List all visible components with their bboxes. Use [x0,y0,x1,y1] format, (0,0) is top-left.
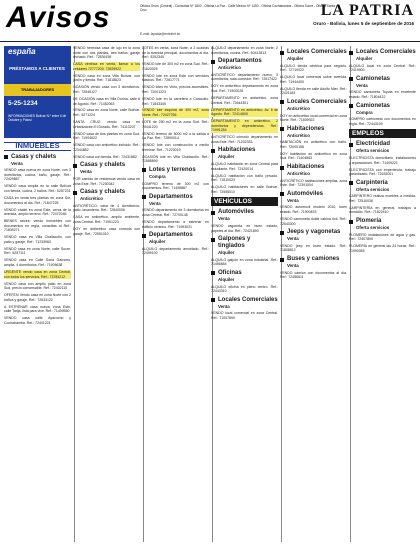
category-bar: VEHÍCULOS [211,197,278,206]
section-subheading: Oferta servicios [356,186,390,192]
classified-listing: CARPINTERO realiza muebles a medida. Ref.: 72510036 [349,194,416,203]
section-heading: Locales Comerciales [211,297,278,304]
classified-listing: CASA en anticrético, amplio ambiente, zona Central. Ref.: 71901223 [73,215,140,224]
section-heading: Automóviles [211,209,278,216]
classified-listing: VENDO local comercial en zona Central. Ref.: 71007890 [211,311,278,320]
section-heading: Habitaciones [280,164,347,171]
section-subheading: Alquiler [218,250,235,256]
section-subheading: Venta [218,303,230,309]
classified-listing: CASA en venta tres plantas en zona Sur, documentos al día. Ref.: 71847225 [4,195,71,205]
column-4 [211,46,278,542]
category-banner: INMUEBLES [4,142,71,151]
classified-listing: ANTICRÉTICO cómodo departamento en zona Este. Ref.: 71202333 [211,135,278,144]
classified-listing: VENDO lote en zona Este con servicios básicos. Ref.: 72617771 [142,73,209,83]
section-title: Avisos [6,1,111,34]
classified-listing: VENDO casa en Villa Challacollo, con patio y garaje. Ref.: 71233960 [4,235,71,244]
classified-listing: LOTE de 250 m2 en la zona Sud. Ref.: 70441220 [142,120,209,129]
classified-listing: VENDO lote en la carretera a Caracollo. Ref.: 71843345 [142,96,209,106]
section-subheading: Venta [218,216,230,222]
section-heading: Automóviles [280,191,347,198]
classified-listing: DOY en anticrético casa cómoda con garaje. Ref.: 72551010 [73,226,140,236]
section-subheading: Venta [11,160,23,166]
classified-listing: OFERTA! Vendo casa en zona Norte con 2 baños y garaje. Ref.: 72633122 [4,293,71,302]
classified-listing: VENDO casa en Calle Soria Galvarro, amplia, 4 dormitorios. Ref.: 71906638 [4,258,71,268]
section-subheading: Alquiler [287,56,304,61]
section-heading: Habitaciones [280,126,347,133]
classified-listing: CARPINTERÍA en general, trabajos a domicilio. Ref.: 71822410 [349,205,416,215]
classified-listing: COMPRO camioneta con documentos en regla. Ref.: 72443100 [349,117,416,126]
section-heading: Departamentos [142,232,209,239]
section-subheading: Venta [80,169,92,175]
classified-listing: ALQUILO departamento amoblado. Ref.: 72499100 [142,246,209,256]
classified-listing: DOY en anticrético departamento en zona Sud. Ref.: 71900026 [211,84,278,93]
office-info: Oficina Oruro (Central) - Consultas Nº 1800 - Oficina La Paz - Calle México Nº 1450 - Oficina Cochabamba - Oficina Sucre - Oficina Santa Cruz [140,4,336,13]
section-subheading: Anticrético [287,171,310,177]
section-subheading: Venta [356,82,368,88]
classified-listing: ALQUILO departamento en zona Norte, 2 dormitorios, cocina. Ref.: 60413513 [211,46,278,55]
classified-listing: VENDO hermosa casa de lujo en la zona norte con dos plantas, tres baños, garaje techado. Ref.: 72839155 [73,46,140,60]
classified-listing: ALQUILO oficina en pleno centro. Ref.: 72443310 [211,284,278,294]
classified-listing: VENDO lote con construcción a medio terminar. Ref.: 71220019 [142,143,209,152]
section-subheading: Alquiler [218,154,235,160]
column-2 [73,46,140,542]
classified-listing: SANTA CRUZ: vendo casa en Urbanización El Dorado. Ref.: 74113207 [73,120,140,129]
section-heading: Jeeps y vagonetas [280,229,347,236]
category-bar: EMPLEOS [349,129,416,138]
classified-listing: VENDO casa de dos plantas en zona Sud. Ref.: 71904622 [73,131,140,141]
bank-advertisement [4,46,71,138]
section-subheading: Anticrético [287,132,310,138]
column-3 [142,46,209,542]
classified-listing: PLOMERÍA en general las 24 horas. Ref.: 71990055 [349,244,416,253]
highlighted-listing: CASA céntrica en venta, llamar a los celulares 72777209, 73929922 [73,62,140,71]
section-subheading: Alquiler [356,56,373,61]
classified-listing: DOY habitación en anticrético en zona Sud. Ref.: 71404563 [280,151,347,161]
classified-listing: A ESTRENAR casa nueva, zona Este, calle Tarija, lista para vivir. Ref.: 71409550 [4,304,71,314]
classified-listing: ANTICRÉTICO departamento nuevo, 3 dormitorios, sala comedor. Ref.: 72517422 [211,72,278,82]
classified-listing: ALQUILO habitación en zona Central para estudiante. Ref.: 72420014 [211,162,278,171]
classified-listing: VENDO casa con anticrético incluido. Ref.: 72344882 [73,143,140,152]
classified-listing: VENDO lotes en Vinto, precios accesibles. Ref.: 72001223 [142,85,209,94]
section-heading: Departamentos [142,194,209,201]
section-subheading: Venta [287,236,299,242]
section-heading: Departamentos [211,58,278,65]
classified-listing: VENDO casa nueva en zona Norte, con 3 dormitorios, cocina, baño, garaje. Ref.: 72429887 [4,168,71,182]
classified-listing: POR cambio de residencia vendo casa en zona Este. Ref.: 71200342 [73,176,140,186]
classified-listing: OCASIÓN vendo casa con 3 dormitorios. Ref.: 72845127 [73,85,140,94]
column-6 [349,46,416,542]
classified-listing: VENDO camión con documentos al día. Ref.: 72456611 [280,270,347,280]
ad-info: INFORMACIONES Bolívar N.º entre 6 de Octubre y Potosí [8,114,67,122]
classified-listing: HABITACIÓN en anticrético con baño. Ref.: 72000158 [280,140,347,149]
classified-listing: ALQUILO habitaciones en calle Bolívar. Ref.: 72555010 [211,185,278,194]
section-subheading: Oferta servicios [356,225,390,231]
section-heading: Habitaciones [211,147,278,154]
section-subheading: Venta [287,197,299,203]
classified-listing: VENDO casa en zona Villa Bolívar, con jardín y tienda. Ref.: 71818823 [73,73,140,83]
classified-listing: VENDO camioneta doble cabina 4x4. Ref.: 72643300 [280,217,347,226]
section-heading: Lotes y terrenos [142,167,209,174]
section-heading: Locales Comerciales [349,49,416,56]
section-heading: Electricidad [349,141,416,148]
classified-listing: VENDO casa en zona Norte, calle Sucre. Ref.: 5257111 [4,246,71,256]
column-1 [4,46,71,542]
classified-listing: OCASIÓN lote en Villa Challacollo. Ref.: 71588899 [142,154,209,164]
section-subheading: Oferta servicios [356,148,390,154]
section-subheading: Anticrético [80,196,103,202]
section-heading: Camionetas [349,103,416,110]
section-subheading: Compra [149,173,166,179]
section-subheading: Anticrético [287,105,310,111]
classified-listing: DOY en anticrético local comercial en zona Norte. Ref.: 71509922 [280,113,347,123]
ad-slogan: PRÉSTAMOS A CLIENTES [9,66,65,71]
classified-listing: VENDO casa amplia en la calle Bolívar con tienda, cocina, 2 baños. Ref.: 5257231 [4,184,71,193]
section-subheading: Alquiler [218,276,235,282]
ad-stripe: TRABAJADORES [4,84,71,96]
classifieds-columns [4,46,416,542]
classified-listing: ALQUILO tienda en calle Adolfo Mier. Ref.: 72421183 [280,86,347,96]
masthead [0,0,420,42]
newspaper-name: LA PATRIA [320,2,414,19]
section-subheading: Compra [356,109,373,115]
classified-listing: PLOMERO instalaciones de agua y gas. Ref.: 72407890 [349,232,416,242]
classified-listing: VENDO casa calle Ayacucho y Cochabamba. Ref.: 72401221 [4,316,71,325]
classified-listing: VENDO casa con tienda. Ref.: 72431882 [73,154,137,159]
section-heading: Camionetas [349,76,416,83]
section-heading: Carpintería [349,180,416,187]
highlighted-listing: VENDO lote esquina de 400 m2, zona Norte. Ref.: 72427766 [142,108,209,118]
issue-date: Oruro - Bolivia, lunes 5 de septiembre de 2016 [313,21,414,26]
classified-listing: VENDO lote de 300 m2 en zona Sud. Ref.: 71620025 [142,62,209,71]
classified-listing: BIENES raíces: vendo inmuebles con documentos en regla, consultas al Ref.: 71839271 [4,219,71,233]
classified-listing: VENDO jeep en buen estado. Ref.: 71808812 [280,243,347,253]
ad-brand: españa [8,47,36,56]
classified-listing: COMPRO terreno de 300 m2 con documentos. Ref.: 71408887 [142,181,209,191]
column-5 [280,46,347,542]
classified-listing: VENDO camioneta Toyota en excelente estado. Ref.: 71804422 [349,90,416,99]
section-heading: Casas y chalets [4,154,71,161]
classified-listing: ALQUILO habitación con baño privado. Ref.: 71810023 [211,173,278,183]
classified-listing: VENDO departamento a estrenar en edificio céntrico. Ref.: 71993021 [142,219,209,229]
section-heading: Locales Comerciales [280,49,347,56]
classified-listing: VENDO vagoneta en buen estado, papeles al día. Ref.: 72421890 [211,223,278,233]
classified-listing: VENDO automóvil modelo 2010, buen estado. Ref.: 71900453 [280,205,347,215]
section-heading: Buses y camiones [280,256,347,263]
classified-listing: ALQUILO local en zona Central. Ref.: 72419900 [349,63,416,73]
classified-listing: ALQUILO tienda céntrica para negocio. Ref.: 72710022 [280,63,347,73]
section-heading: Locales Comerciales [280,99,347,106]
classified-listing: ELECTRICISTA domiciliario, instalaciones y reparaciones. Ref.: 71409221 [349,155,416,165]
classified-listing: VENDO departamento de 3 dormitorios en zona Central. Ref.: 72700145 [142,208,209,217]
classified-listing: VENDO chalet en zona Este, cerca de la avenida, amplio terreno. Ref.: 72472046 [4,207,71,217]
section-subheading: Anticrético [218,65,241,71]
classified-listing: ANTICRÉTICO: casa de 4 dormitorios, patio, lavandería. Ref.: 72840006 [73,203,140,213]
section-heading: Oficinas [211,270,278,277]
contact-info: E-mail: lapatria@entelnet.bo [140,32,181,36]
section-heading: Plomería [349,218,416,225]
section-heading: Casas y chalets [73,189,140,196]
classified-listing: DEPARTAMENTO en anticrético, zona Central. Ref.: 72644301 [211,95,278,105]
classified-listing: VENDO casa con amplio patio en zona Sud, precio conversable. Ref.: 72402110 [4,281,71,291]
highlighted-listing: DEPARTAMENTO en anticrético, 2 dormitorios y dependencias. Ref.: 71991254 [211,119,278,133]
highlighted-listing: DEPARTAMENTO en anticrético, Av. 6 de Agosto. Ref.: 72414600 [211,107,278,117]
classified-listing: DE OCASIÓN casa en Villa Dorina, calle 6 de Agosto. Ref.: 71452063 [73,96,140,106]
section-heading: Casas y chalets [73,162,140,169]
classified-listing: ALQUILO local comercial sobre avenida. Ref.: 71944400 [280,75,347,84]
section-subheading: Venta [287,263,299,268]
classified-listing: VENDO terreno de 5000 m2 a la salida a La Paz. Ref.: 72890014 [142,131,209,141]
classified-listing: ANTICRÉTICO habitaciones amplias, zona Este. Ref.: 72391004 [280,178,347,188]
classified-listing: ALQUILO galpón en zona industrial. Ref.: 71456654 [211,257,278,267]
ad-phone: 5-25-1234 [8,100,38,107]
classified-listing: ELECTRICISTA con experiencia, trabajo garantizado. Ref.: 72633001 [349,167,416,177]
highlighted-listing: URGENTE vendo casa en zona Central, con todos los servicios. Ref.: 73784212 [4,270,71,279]
classified-listing: VENDO casa en zona Norte, calle Bolívar. Ref.: 5271224 [73,108,140,118]
section-heading: Galpones y tinglados [211,236,278,250]
classified-listing: LOTES en venta, zona Norte, a 2 cuadras de la avenida principal, documentos al día. Ref.: 5252345 [142,46,209,60]
section-subheading: Alquiler [149,239,166,245]
section-subheading: Venta [149,200,161,206]
